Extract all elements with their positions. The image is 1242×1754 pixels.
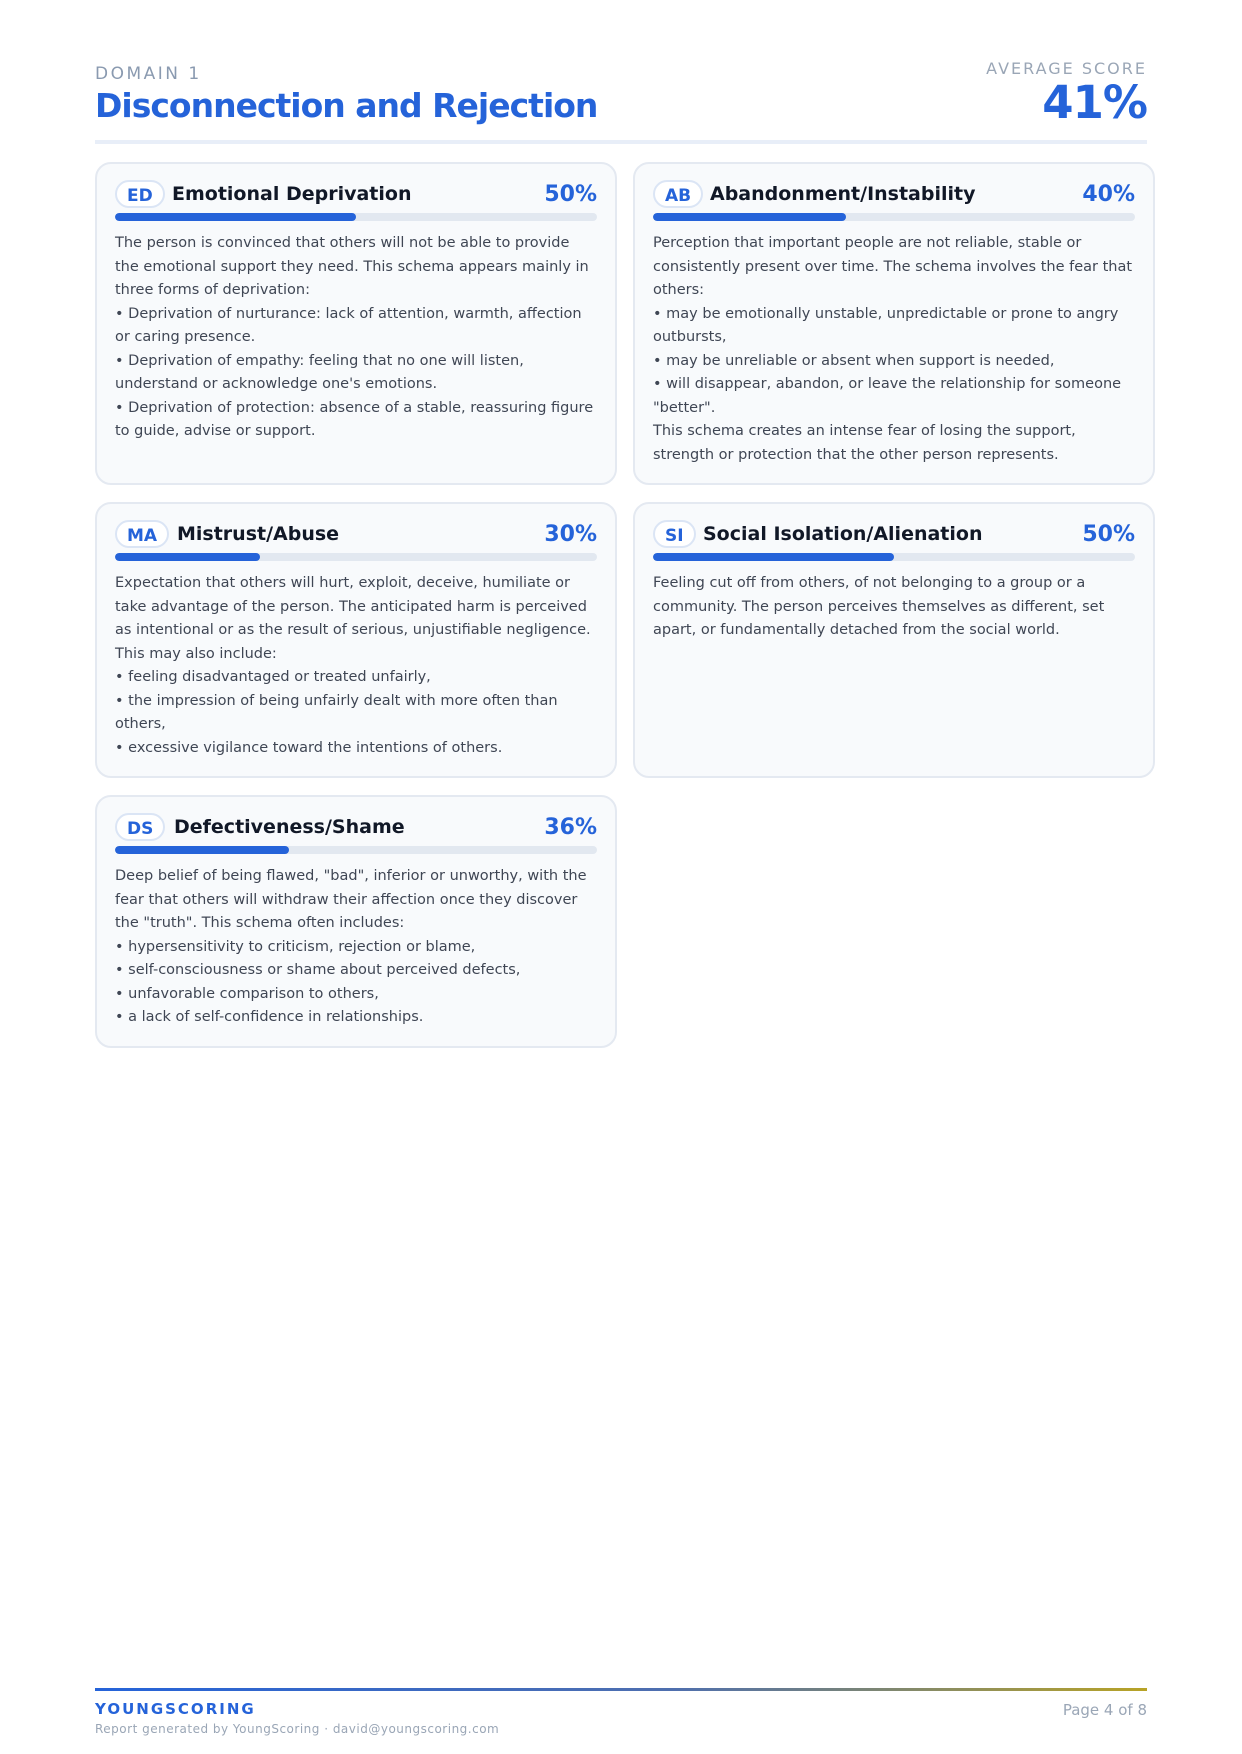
footer-brand: YOUNGSCORING (95, 1700, 256, 1718)
schema-name: Defectiveness/Shame (174, 816, 405, 838)
schema-name: Emotional Deprivation (172, 183, 412, 205)
score-bar (115, 213, 597, 221)
footer-divider (95, 1688, 1147, 1691)
score-bar (653, 213, 1135, 221)
score-bar-fill (653, 213, 846, 221)
schema-score: 40% (1082, 182, 1135, 207)
score-bar (115, 553, 597, 561)
schema-card-si (633, 502, 1155, 778)
schema-score: 50% (1082, 522, 1135, 547)
domain-title: Disconnection and Rejection (95, 86, 598, 125)
schema-card-ds (95, 795, 617, 1048)
schema-description: Perception that important people are not reliable, stable or consistently present over time. The schema involves the fear that others: • may be emotionally unstable, unpredictable or prone to angry outbursts, • may be unreliable or absent when support is needed, • will disappear, abandon, or leave the relationship for someone "better". This schema creates an intense fear of losing the support, strength or protection that the other person represents. (653, 235, 1133, 463)
schema-code-badge: AB (653, 180, 703, 208)
score-bar (115, 846, 597, 854)
average-score-label: AVERAGE SCORE (986, 59, 1147, 78)
score-bar (653, 553, 1135, 561)
schema-card-ab (633, 162, 1155, 485)
schema-score: 50% (544, 182, 597, 207)
schema-description: Expectation that others will hurt, exploit, deceive, humiliate or take advantage of the person. The anticipated harm is perceived as intentional or as the result of serious, unjustifiable negligence. This may also include: • feeling disadvantaged or treated unfairly, • the impression of being unfairly dealt with more often than others, • excessive vigilance toward the intentions of others. (115, 575, 591, 756)
schema-code-badge: MA (115, 520, 169, 548)
footer-generated-note: Report generated by YoungScoring · david@youngscoring.com (95, 1722, 500, 1736)
schema-description: The person is convinced that others will not be able to provide the emotional support they need. This schema appears mainly in three forms of deprivation: • Deprivation of nurturance: lack of attention, warmth, affection or caring presence. • Deprivation of empathy: feeling that no one will listen, understand or acknowledge one's emotions. • Deprivation of protection: absence of a stable, reassuring figure to guide, advise or support. (115, 235, 594, 439)
schema-score: 30% (544, 522, 597, 547)
schema-card-ma (95, 502, 617, 778)
schema-code-badge: ED (115, 180, 165, 208)
schema-description: Feeling cut off from others, of not belonging to a group or a community. The person perceives themselves as different, set apart, or fundamentally detached from the social world. (653, 575, 1105, 638)
score-bar-fill (115, 553, 260, 561)
page-number: Page 4 of 8 (1062, 1701, 1147, 1719)
score-bar-fill (115, 213, 356, 221)
domain-label: DOMAIN 1 (95, 64, 202, 84)
schema-card-ed (95, 162, 617, 485)
schema-name: Social Isolation/Alienation (703, 523, 983, 545)
schema-description: Deep belief of being flawed, "bad", inferior or unworthy, with the fear that others will withdraw their affection once they discover the "truth". This schema often includes: • hypersensitivity to criticism, rejection or blame, • self-consciousness or shame about perceived defects, • unfavorable comparison to others, • a lack of self-confidence in relationships. (115, 868, 587, 1025)
schema-code-badge: DS (115, 813, 165, 841)
schema-name: Abandonment/Instability (710, 183, 976, 205)
domain-header (95, 58, 1147, 144)
average-score-value: 41% (1042, 76, 1147, 129)
schema-score: 36% (544, 815, 597, 840)
score-bar-fill (653, 553, 894, 561)
schema-code-badge: SI (653, 520, 696, 548)
score-bar-fill (115, 846, 289, 854)
schema-name: Mistrust/Abuse (177, 523, 340, 545)
